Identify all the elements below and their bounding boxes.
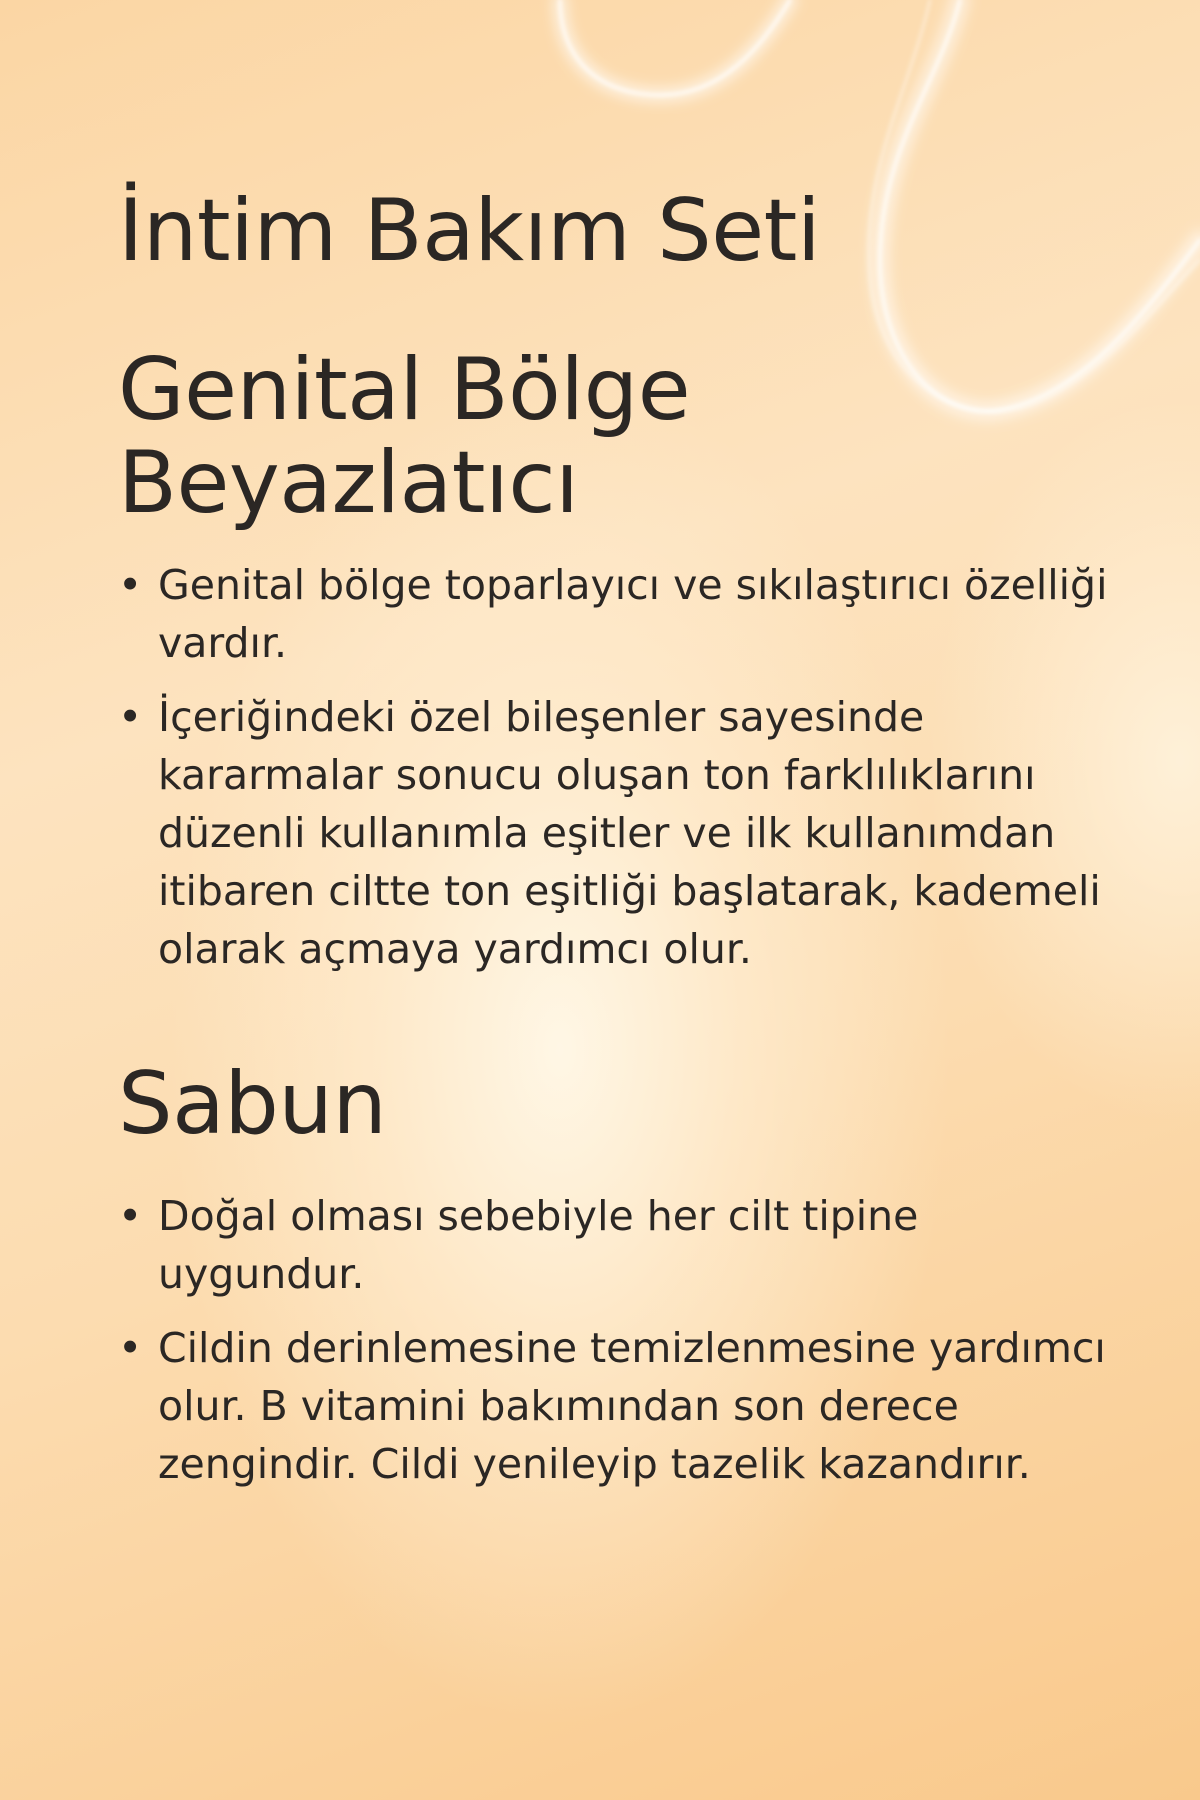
list-item-text: İçeriğindeki özel bileşenler sayesinde kararmalar sonucu oluşan ton farklılıklarını düzenli kullanımla eşitler ve ilk kullanımdan itibaren ciltte ton eşitliği başlatarak, kademeli olarak açmaya yardımcı olur. bbox=[158, 693, 1101, 974]
bullet-icon: • bbox=[118, 561, 143, 610]
list-item bbox=[118, 688, 1118, 978]
product-beyazlatici bbox=[118, 340, 1108, 978]
product-title-sabun: Sabun bbox=[118, 1054, 387, 1155]
product-sabun bbox=[118, 1054, 1106, 1493]
list-item-text: Doğal olması sebebiyle her cilt tipine uygundur. bbox=[158, 1191, 919, 1298]
page-title: İntim Bakım Seti bbox=[118, 181, 821, 281]
list-item-text: Genital bölge toparlayıcı ve sıkılaştırıcı özelliği vardır. bbox=[158, 561, 1108, 668]
bullet-icon: • bbox=[118, 1323, 143, 1372]
list-item bbox=[118, 556, 1118, 672]
content-area bbox=[118, 181, 1108, 1509]
bullet-list-sabun bbox=[118, 1187, 1106, 1493]
list-item bbox=[118, 1319, 1118, 1493]
list-item-text: Cildin derinlemesine temizlenmesine yardımcı olur. B vitamini bakımından son derece zengindir. Cildi yenileyip tazelik kazandırır. bbox=[158, 1323, 1106, 1488]
bullet-icon: • bbox=[118, 693, 143, 742]
list-item bbox=[118, 1187, 1118, 1303]
bullet-list-beyazlatici bbox=[118, 556, 1108, 978]
bullet-icon: • bbox=[118, 1191, 143, 1240]
product-title-beyazlatici: Genital Bölge Beyazlatıcı bbox=[118, 340, 691, 534]
